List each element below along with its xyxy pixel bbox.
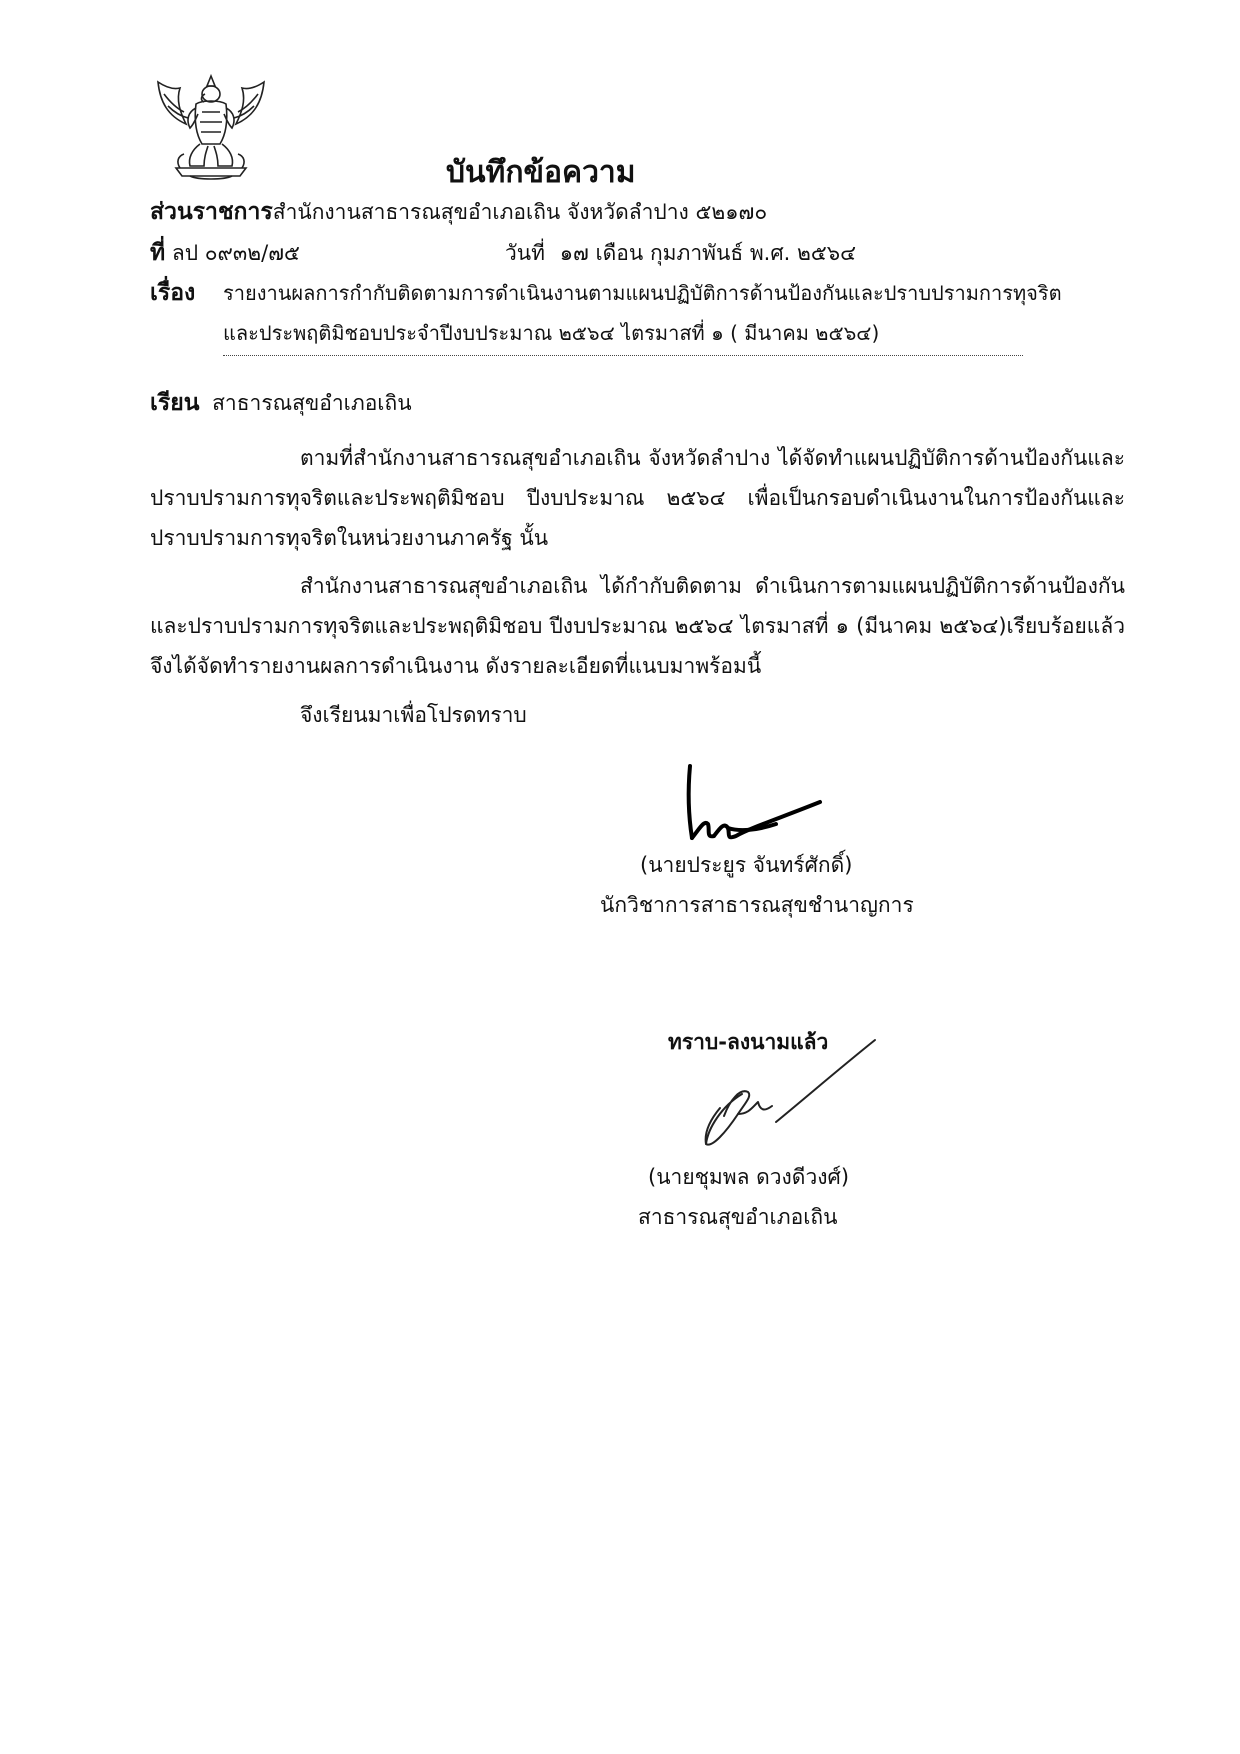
signer-position: นักวิชาการสาธารณสุขชำนาญการ [600, 893, 914, 917]
signer-name: (นายประยูร จันทร์ศักดิ์) [640, 853, 853, 877]
subject-line-1: รายงานผลการกำกับติดตามการดำเนินงานตามแผนปฏิบัติการด้านป้องกันและปราบปรามการทุจริต [223, 281, 1062, 305]
subject-label: เรื่อง [150, 280, 196, 306]
signature-approver [690, 1036, 880, 1156]
approver-position: สาธารณสุขอำเภอเถิน [638, 1205, 838, 1229]
header-divider [223, 355, 1023, 356]
reference-label: ที่ [150, 240, 166, 266]
agency-line [150, 197, 767, 227]
approval-note: ทราบ-ลงนามแล้ว [668, 1030, 829, 1054]
agency-value: สำนักงานสาธารณสุขอำเภอเถิน จังหวัดลำปาง ๕๒๑๗๐ [272, 200, 768, 224]
reference-number: ลป ๐๙๓๒/๗๕ [171, 241, 300, 265]
date-label: วันที่ [505, 241, 545, 265]
date-value: ๑๗ เดือน กุมภาพันธ์ พ.ศ. ๒๕๖๔ [559, 241, 856, 265]
agency-label: ส่วนราชการ [150, 199, 273, 225]
salutation-value: สาธารณสุขอำเภอเถิน [212, 391, 412, 415]
body-paragraph-1: ตามที่สำนักงานสาธารณสุขอำเภอเถิน จังหวัดลำปาง ได้จัดทำแผนปฏิบัติการด้านป้องกันและปราบปรามการทุจริตและประพฤติมิชอบ ปีงบประมาณ ๒๕๖๔ เพื่อเป็นกรอบดำเนินงานในการป้องกันและปราบปรามการทุจริตในหน่วยงานภาครัฐ นั้น [150, 446, 1125, 550]
closing-line: จึงเรียนมาเพื่อโปรดทราบ [300, 703, 527, 727]
salutation-label: เรียน [150, 390, 200, 416]
subject-line-2: และประพฤติมิชอบประจำปีงบประมาณ ๒๕๖๔ ไตรมาสที่ ๑ ( มีนาคม ๒๕๖๔) [223, 321, 880, 345]
approver-name: (นายชุมพล ดวงดีวงศ์) [648, 1165, 850, 1189]
signature-signer [680, 758, 830, 850]
garuda-emblem-icon [150, 72, 272, 182]
body-paragraph-2: สำนักงานสาธารณสุขอำเภอเถิน ได้กำกับติดตาม ดำเนินการตามแผนปฏิบัติการด้านป้องกันและปราบปรามการทุจริตและประพฤติมิชอบ ปีงบประมาณ ๒๕๖๔ ไตรมาสที่ ๑ (มีนาคม ๒๕๖๔)เรียบร้อยแล้ว จึงได้จัดทำรายงานผลการดำเนินงาน ดังรายละเอียดที่แนบมาพร้อมนี้ [150, 574, 1125, 678]
reference-line [150, 238, 300, 268]
page-title: บันทึกข้อความ [446, 155, 636, 190]
salutation-line [150, 388, 412, 418]
date-line [505, 238, 856, 268]
